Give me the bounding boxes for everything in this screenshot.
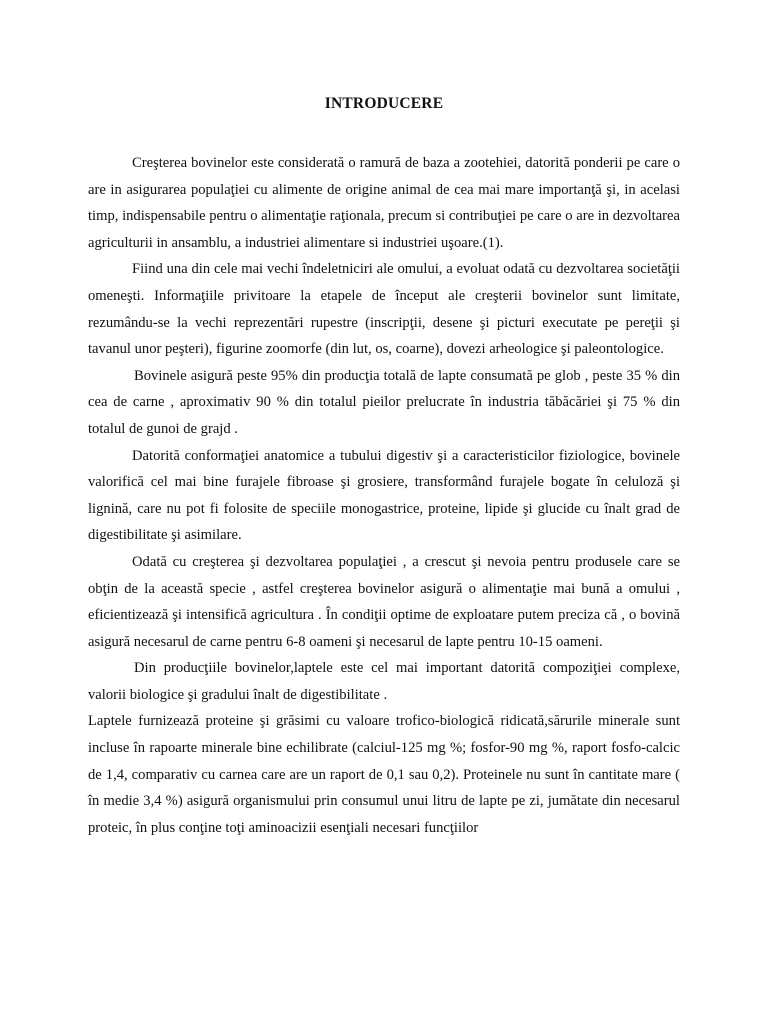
document-page <box>88 80 680 841</box>
paragraph-5: Odată cu creşterea şi dezvoltarea populaţiei , a crescut şi nevoia pentru produsele care se obţin de la această specie , astfel creşterea bovinelor asigură o alimentaţie mai bună a omului , eficientizează şi intensifică agricultura . În condiţii optime de exploatare putem preciza că , o bovină asigură necesarul de carne pentru 6-8 oameni şi necesarul de lapte pentru 10-15 oameni. <box>88 553 680 650</box>
paragraph-3: Bovinele asigură peste 95% din producţia totală de lapte consumată pe glob , peste 35 % din cea de carne , aproximativ 90 % din totalul pieilor prelucrate în industria tăbăcăriei şi 75 % din totalul de gunoi de grajd . <box>88 367 680 437</box>
paragraph-6: Din producţiile bovinelor,laptele este cel mai important datorită compoziţiei complexe, valorii biologice şi gradului înalt de digestibilitate . <box>88 660 680 703</box>
paragraph-4: Datorită conformaţiei anatomice a tubului digestiv şi a caracteristicilor fiziologice, bovinele valorifică cel mai bine furajele fibroase şi grosiere, transformând furajele bogate în celuloză şi lignină, care nu pot fi folosite de speciile monogastrice, proteine, lipide şi glucide cu înalt grad de digestibilitate şi asimilare. <box>88 447 680 544</box>
paragraph-1: Creşterea bovinelor este considerată o ramură de baza a zootehiei, datorită ponderii pe care o are in asigurarea populaţiei cu alimente de origine animal de cea mai mare importanţă şi, in acelasi timp, indispensabile pentru o alimentaţie raţionala, precum si contribuţiei pe care o are in dezvoltarea agriculturii in ansamblu, a industriei alimentare si industriei uşoare.(1). <box>88 155 680 251</box>
paragraph-7: Laptele furnizează proteine şi grăsimi cu valoare trofico-biologică ridicată,sărurile minerale sunt incluse în rapoarte minerale bine echilibrate (calciul-125 mg %; fosfor-90 mg %, raport fosfo-calcic de 1,4, comparativ cu carnea care are un raport de 0,1 sau 0,2). Proteinele nu sunt în cantitate mare ( în medie 3,4 %) asigură organismului prin consumul unui litru de lapte pe zi, jumătate din necesarul proteic, în plus conţine toţi aminoacizii esenţiali necesari funcţiilor <box>88 713 680 836</box>
page-title: INTRODUCERE <box>324 95 444 112</box>
paragraph-2: Fiind una din cele mai vechi îndeletniciri ale omului, a evoluat odată cu dezvoltarea societăţii omeneşti. Informaţiile privitoare la etapele de început ale creşterii bovinelor sunt limitate, rezumându-se la vechi reprezentări rupestre (inscripţii, desene şi picturi executate pe pereţii şi tavanul unor peşteri), figurine zoomorfe (din lut, os, coarne), dovezi arheologice şi paleontologice. <box>88 261 680 358</box>
